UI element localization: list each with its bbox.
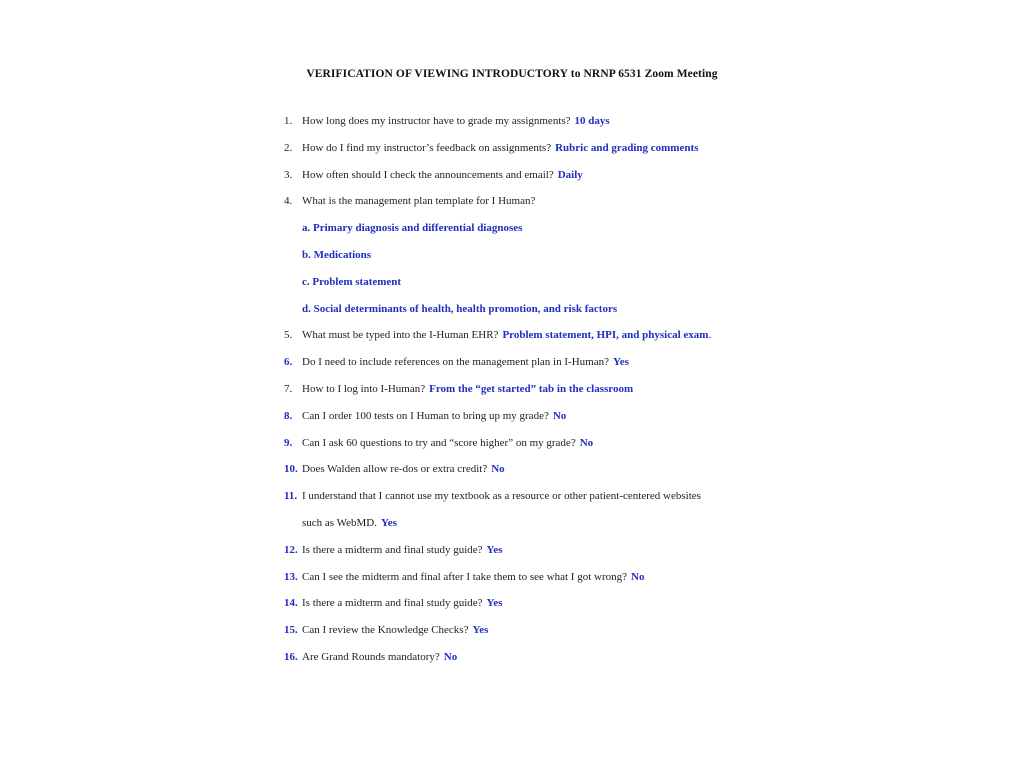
sub-item-text: d. Social determinants of health, health promotion, and risk factors — [302, 302, 618, 315]
answer-text: No — [491, 463, 505, 476]
list-item — [284, 139, 784, 166]
question-text: I understand that I cannot use my textbook as a resource or other patient-centered websites — [302, 490, 701, 503]
item-number: 9. — [284, 436, 293, 449]
list-item — [284, 380, 784, 407]
item-number: 16. — [284, 650, 298, 663]
list-item — [284, 568, 784, 595]
question-text: Are Grand Rounds mandatory? — [302, 650, 440, 663]
list-item — [284, 541, 784, 568]
item-number: 5. — [284, 329, 293, 342]
sub-item — [284, 300, 784, 327]
item-number: 15. — [284, 624, 298, 637]
question-text: Does Walden allow re-dos or extra credit? — [302, 463, 488, 476]
question-text: Is there a midterm and final study guide? — [302, 597, 483, 610]
question-text: Can I see the midterm and final after I take them to see what I got wrong? — [302, 570, 627, 583]
question-text: How to I log into I-Human? — [302, 382, 426, 395]
list-item — [284, 460, 784, 487]
list-item — [284, 434, 784, 461]
item-number: 2. — [284, 141, 293, 154]
list-item — [284, 621, 784, 648]
answer-text: No — [631, 570, 645, 583]
item-number: 8. — [284, 409, 293, 422]
list-item — [284, 192, 784, 219]
answer-text: No — [443, 650, 458, 663]
answer-text: Daily — [557, 168, 583, 181]
question-text: Can I order 100 tests on I Human to bring up my grade? — [302, 409, 549, 422]
question-text: Can I ask 60 questions to try and “score higher” on my grade? — [302, 436, 576, 449]
answer-text: From the “get started” tab in the classroom — [429, 382, 634, 395]
item-number: 10. — [284, 463, 298, 476]
sub-item-text: c. Problem statement — [302, 275, 402, 288]
item-number: 11. — [284, 490, 298, 503]
sub-item — [284, 246, 784, 273]
item-number: 13. — [284, 570, 298, 583]
list-item — [284, 648, 784, 675]
item-number: 3. — [284, 168, 293, 181]
answer-text: No — [552, 409, 567, 422]
list-item — [284, 326, 784, 353]
answer-text: Yes — [486, 597, 503, 610]
question-continuation: such as WebMD. — [302, 516, 377, 529]
list-item — [284, 353, 784, 380]
trailing-punctuation: . — [708, 329, 712, 342]
answer-text: Yes — [381, 516, 397, 529]
list-item — [284, 166, 784, 193]
question-text: Can I review the Knowledge Checks? — [302, 624, 469, 637]
item-number: 4. — [284, 195, 293, 208]
item-number: 14. — [284, 597, 298, 610]
list-item — [284, 487, 784, 514]
list-item — [284, 594, 784, 621]
list-item-continuation — [284, 514, 784, 541]
question-text: What is the management plan template for I Human? — [302, 195, 536, 208]
sub-item-text: b. Medications — [302, 248, 372, 261]
sub-item-text: a. Primary diagnosis and differential diagnoses — [302, 222, 523, 235]
answer-text: Yes — [486, 543, 503, 556]
answer-text: No — [579, 436, 594, 449]
answer-text: 10 days — [574, 115, 610, 127]
question-text: Do I need to include references on the management plan in I-Human? — [302, 356, 609, 369]
question-text: How do I find my instructor’s feedback on assignments? — [302, 141, 552, 154]
sub-item — [284, 219, 784, 246]
answer-text: Problem statement, HPI, and physical exam — [502, 329, 709, 342]
sub-item — [284, 273, 784, 300]
question-text: How long does my instructor have to grade my assignments? — [302, 115, 571, 127]
item-number: 7. — [284, 382, 293, 395]
answer-text: Yes — [612, 356, 629, 369]
qa-list — [284, 112, 784, 675]
question-text: Is there a midterm and final study guide? — [302, 543, 483, 556]
item-number: 1. — [284, 115, 293, 127]
question-text: What must be typed into the I-Human EHR? — [302, 329, 499, 342]
item-number: 12. — [284, 543, 298, 556]
document-title: VERIFICATION OF VIEWING INTRODUCTORY to NRNP 6531 Zoom Meeting — [306, 68, 718, 80]
answer-text: Yes — [472, 624, 489, 637]
question-text: How often should I check the announcements and email? — [302, 168, 554, 181]
list-item — [284, 407, 784, 434]
list-item — [284, 112, 784, 139]
answer-text: Rubric and grading comments — [555, 141, 699, 154]
item-number: 6. — [284, 356, 293, 369]
